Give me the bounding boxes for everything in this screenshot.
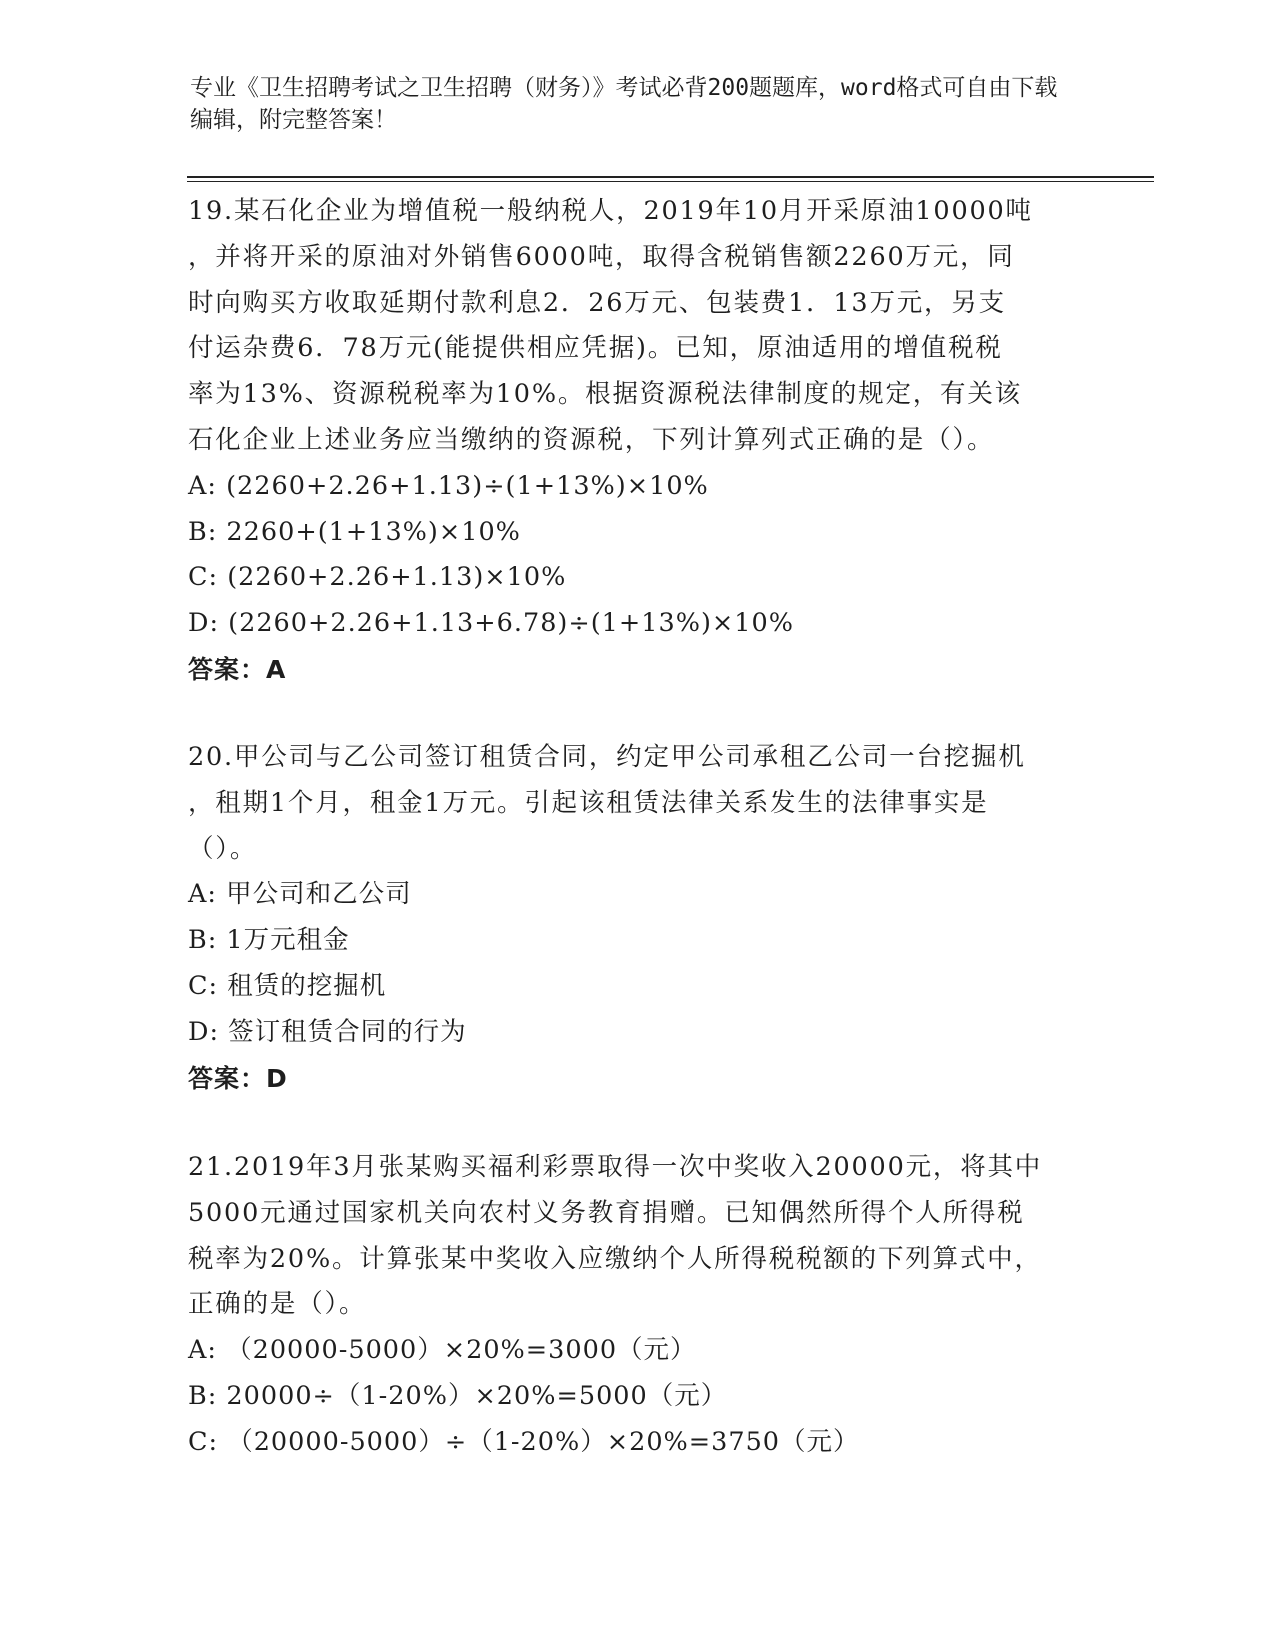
question-19 (188, 189, 1078, 693)
question-20 (188, 735, 1078, 1101)
option-d: D: 签订租赁合同的行为 (188, 1016, 467, 1047)
option-a: A: （20000-5000）×20%=3000（元） (188, 1335, 697, 1366)
header-rule-thin (187, 181, 1154, 182)
option-c: C: （20000-5000）÷（1-20%）×20%=3750（元） (188, 1426, 860, 1457)
option-b: B: 20000÷（1-20%）×20%=5000（元） (188, 1380, 728, 1411)
question-stem: 21.2019年3月张某购买福利彩票取得一次中奖收入20000元，将其中 5000元通过国家机关向农村义务教育捐赠。已知偶然所得个人所得税 税率为20%。计算张某中奖收入应缴纳个人所得税税额的下列算式中， 正确的是（）。 (188, 1152, 1043, 1320)
option-b: B: 1万元租金 (188, 925, 350, 956)
document-header: 专业《卫生招聘考试之卫生招聘（财务）》考试必背200题题库，word格式可自由下载编辑，附完整答案！ (190, 75, 1058, 133)
question-stem: 20.甲公司与乙公司签订租赁合同，约定甲公司承租乙公司一台挖掘机 ，租期1个月，租金1万元。引起该租赁法律关系发生的法律事实是 （）。 (188, 742, 1026, 864)
option-d: D: (2260+2.26+1.13+6.78)÷(1+13%)×10% (188, 608, 794, 639)
header-rule-thick (187, 176, 1154, 178)
answer: 答案：A (188, 654, 287, 684)
question-21 (188, 1145, 1078, 1466)
answer: 答案：D (188, 1063, 288, 1093)
option-c: C: (2260+2.26+1.13)×10% (188, 562, 567, 593)
option-a: A: (2260+2.26+1.13)÷(1+13%)×10% (188, 470, 709, 501)
option-b: B: 2260+(1+13%)×10% (188, 516, 521, 547)
option-a: A: 甲公司和乙公司 (188, 879, 412, 910)
option-c: C: 租赁的挖掘机 (188, 970, 387, 1001)
question-stem: 19.某石化企业为增值税一般纳税人，2019年10月开采原油10000吨 ，并将开采的原油对外销售6000吨，取得含税销售额2260万元，同 时向购买方收取延期付款利息2．26万元、包装费1．13万元，另支 付运杂费6．78万元(能提供相应凭据)。已知，原油适用的增值税税 率为13%、资源税税率为10%。根据资源税法律制度的规定，有关该 石化企业上述业务应当缴纳的资源税，下列计算列式正确的是（）。 (188, 196, 1033, 455)
